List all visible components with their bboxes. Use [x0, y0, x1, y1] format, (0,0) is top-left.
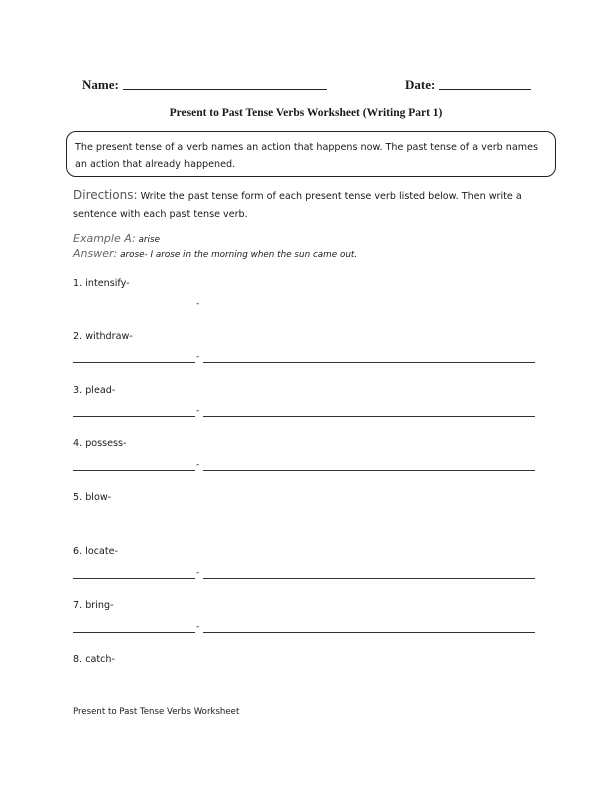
intro-box	[66, 131, 556, 177]
directions-text: Write the past tense form of each present tense verb listed below. Then write a sentence with each past tense verb.	[73, 191, 522, 220]
item-4-past-tense-line[interactable]	[73, 470, 195, 471]
item-2-dash: -	[196, 352, 200, 362]
date-field[interactable]	[439, 89, 531, 90]
item-3-sentence-line[interactable]	[203, 416, 535, 417]
item-7-dash: -	[196, 622, 200, 632]
item-7: 7. bring-	[73, 600, 114, 611]
item-6: 6. locate-	[73, 546, 119, 557]
name-label: Name:	[82, 77, 119, 92]
item-2: 2. withdraw-	[73, 331, 133, 342]
item-2-past-tense-line[interactable]	[73, 362, 195, 363]
item-7-sentence-line[interactable]	[203, 632, 535, 633]
intro-text: The present tense of a verb names an action that happens now. The past tense of a verb names an action that already happened.	[75, 142, 539, 170]
item-6-dash: -	[196, 568, 200, 578]
item-1-dash: -	[196, 299, 200, 309]
item-1: 1. intensify-	[73, 278, 130, 289]
answer-label: Answer:	[73, 247, 118, 260]
date-label: Date:	[405, 77, 436, 92]
name-field[interactable]	[123, 89, 327, 90]
worksheet-title: Present to Past Tense Verbs Worksheet (Writing Part 1)	[169, 107, 443, 119]
item-6-sentence-line[interactable]	[203, 578, 535, 579]
item-3: 3. plead-	[73, 385, 116, 396]
example-label: Example A:	[73, 232, 136, 245]
item-3-dash: -	[196, 406, 200, 416]
example-word: arise	[138, 235, 160, 245]
item-2-sentence-line[interactable]	[203, 362, 535, 363]
example-answer: arose- I arose in the morning when the sun came out.	[120, 250, 358, 260]
item-8: 8. catch-	[73, 654, 115, 665]
item-4-dash: -	[196, 460, 200, 470]
directions	[73, 186, 548, 224]
item-5: 5. blow-	[73, 492, 112, 503]
item-4: 4. possess-	[73, 438, 127, 449]
example	[73, 232, 357, 262]
item-3-past-tense-line[interactable]	[73, 416, 195, 417]
item-7-past-tense-line[interactable]	[73, 632, 195, 633]
directions-label: Directions:	[73, 188, 138, 202]
item-6-past-tense-line[interactable]	[73, 578, 195, 579]
item-4-sentence-line[interactable]	[203, 470, 535, 471]
footer: Present to Past Tense Verbs Worksheet	[73, 707, 240, 717]
